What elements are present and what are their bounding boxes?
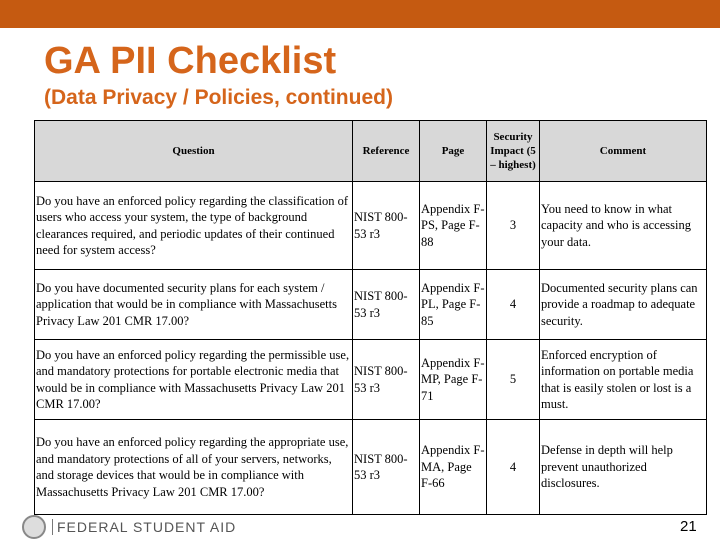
impact-cell: 3	[487, 182, 540, 270]
table-row	[35, 340, 707, 420]
comment-cell: You need to know in what capacity and who is accessing your data.	[540, 182, 707, 270]
impact-cell: 5	[487, 340, 540, 420]
impact-cell: 4	[487, 270, 540, 340]
header-impact: Security Impact (5 – highest)	[487, 121, 540, 182]
question-cell: Do you have an enforced policy regarding the permissible use, and mandatory protections for portable electronic media that would be in compliance with Massachusetts Privacy Law 201 CMR 17.00?	[35, 340, 353, 420]
footer-logo	[22, 516, 236, 538]
header-page: Page	[420, 121, 487, 182]
page-number: 21	[680, 518, 697, 535]
comment-cell: Enforced encryption of information on portable media that is easily stolen or lost is a must.	[540, 340, 707, 420]
impact-cell: 4	[487, 420, 540, 515]
reference-cell: NIST 800-53 r3	[353, 340, 420, 420]
org-name: FEDERAL STUDENT AID	[52, 519, 236, 535]
page-subtitle: (Data Privacy / Policies, continued)	[44, 86, 393, 109]
header-comment: Comment	[540, 121, 707, 182]
table-header-row	[35, 121, 707, 182]
page-cell: Appendix F-PS, Page F-88	[420, 182, 487, 270]
header-reference: Reference	[353, 121, 420, 182]
top-bar	[0, 0, 720, 28]
question-cell: Do you have an enforced policy regarding the appropriate use, and mandatory protections of all of your servers, networks, and storage devices that would be in compliance with Massachusetts Privacy Law 201 CMR 17.00?	[35, 420, 353, 515]
reference-cell: NIST 800-53 r3	[353, 182, 420, 270]
page-title: GA PII Checklist	[44, 40, 337, 82]
header-question: Question	[35, 121, 353, 182]
page-cell: Appendix F-PL, Page F-85	[420, 270, 487, 340]
page-cell: Appendix F-MA, Page F-66	[420, 420, 487, 515]
question-cell: Do you have documented security plans for each system / application that would be in compliance with Massachusetts Privacy Law 201 CMR 17.00?	[35, 270, 353, 340]
question-cell: Do you have an enforced policy regarding the classification of users who access your system, the type of background clearances required, and periodic updates of their continued need for system access?	[35, 182, 353, 270]
seal-icon	[22, 515, 46, 539]
reference-cell: NIST 800-53 r3	[353, 420, 420, 515]
reference-cell: NIST 800-53 r3	[353, 270, 420, 340]
comment-cell: Documented security plans can provide a roadmap to adequate security.	[540, 270, 707, 340]
comment-cell: Defense in depth will help prevent unauthorized disclosures.	[540, 420, 707, 515]
checklist-table	[34, 120, 707, 515]
table-row	[35, 270, 707, 340]
table-row	[35, 420, 707, 515]
page-cell: Appendix F-MP, Page F-71	[420, 340, 487, 420]
table-row	[35, 182, 707, 270]
